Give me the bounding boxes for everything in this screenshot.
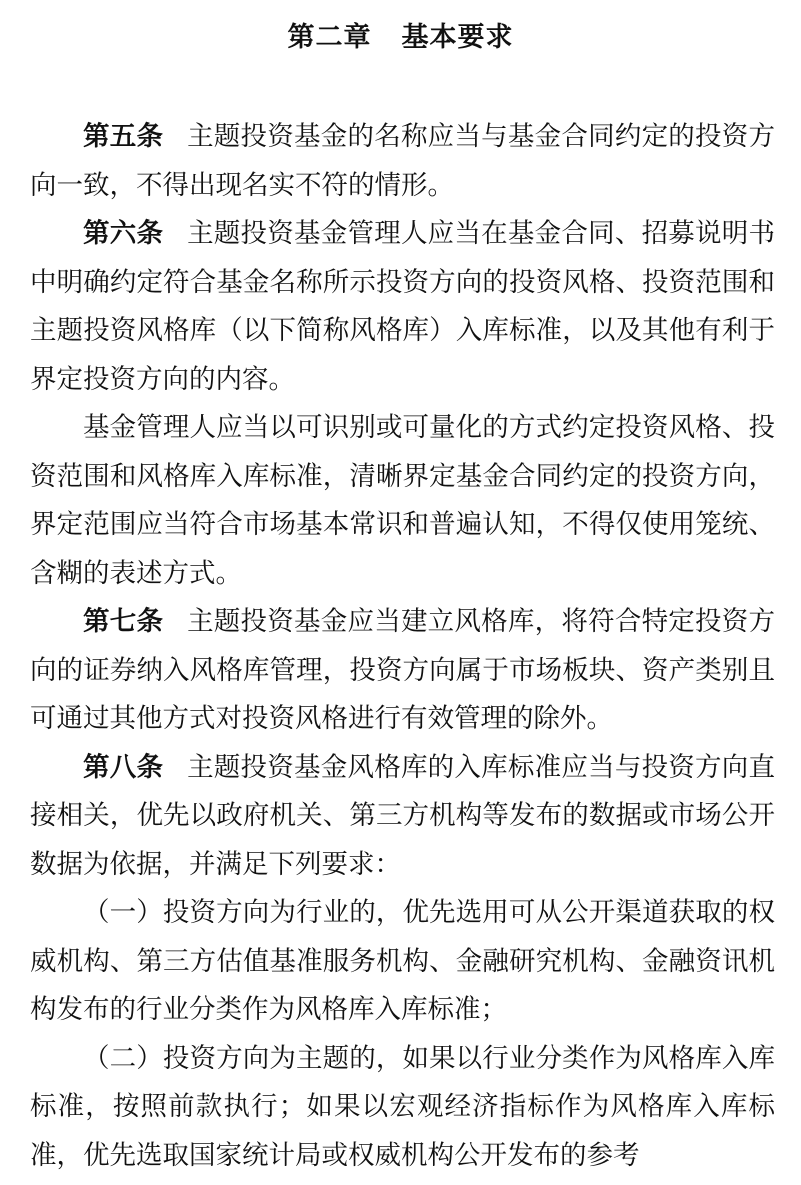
paragraph-text: 主题投资基金应当建立风格库，将符合特定投资方向的证券纳入风格库管理，投资方向属于市场板块、资产类别且可通过其他方式对投资风格进行有效管理的除外。 [30, 606, 776, 734]
chapter-heading [0, 18, 801, 58]
paragraph-text: （一）投资方向为行业的，优先选用可从公开渠道获取的权威机构、第三方估值基准服务机构、金融研究机构、金融资讯机构发布的行业分类作为风格库入库标准； [30, 897, 775, 1025]
article-label: 第八条 [83, 751, 164, 783]
paragraph-article-6 [30, 210, 775, 404]
document-body [30, 113, 775, 1180]
article-label: 第七条 [83, 606, 164, 637]
paragraph-text: 主题投资基金的名称应当与基金合同约定的投资方向一致，不得出现名实不符的情形。 [30, 121, 776, 201]
paragraph-text: 主题投资基金管理人应当在基金合同、招募说明书中明确约定符合基金名称所示投资方向的投资风格、投资范围和主题投资风格库（以下简称风格库）入库标准，以及其他有利于界定投资方向的内容。 [30, 218, 776, 395]
paragraph-text: 主题投资基金风格库的入库标准应当与投资方向直接相关，优先以政府机关、第三方机构等发布的数据或市场公开数据为依据，并满足下列要求： [30, 751, 776, 880]
paragraph-item-1 [30, 889, 775, 1035]
paragraph-article-6-cont [30, 404, 775, 598]
chapter-number: 第二章 [287, 22, 372, 53]
paragraph-text: 基金管理人应当以可识别或可量化的方式约定投资风格、投资范围和风格库入库标准，清晰界定基金合同约定的投资方向，界定范围应当符合市场基本常识和普遍认知，不得仅使用笼统、含糊的表述方式。 [30, 412, 775, 589]
article-label: 第五条 [83, 121, 164, 152]
paragraph-article-5 [30, 113, 775, 210]
chapter-title: 基本要求 [401, 22, 514, 53]
article-label: 第六条 [83, 218, 164, 249]
paragraph-item-2 [30, 1035, 775, 1181]
paragraph-article-8 [30, 744, 775, 890]
paragraph-article-7 [30, 598, 775, 744]
paragraph-text: （二）投资方向为主题的，如果以行业分类作为风格库入库标准，按照前款执行；如果以宏观经济指标作为风格库入库标准，优先选取国家统计局或权威机构公开发布的参考 [30, 1042, 775, 1171]
